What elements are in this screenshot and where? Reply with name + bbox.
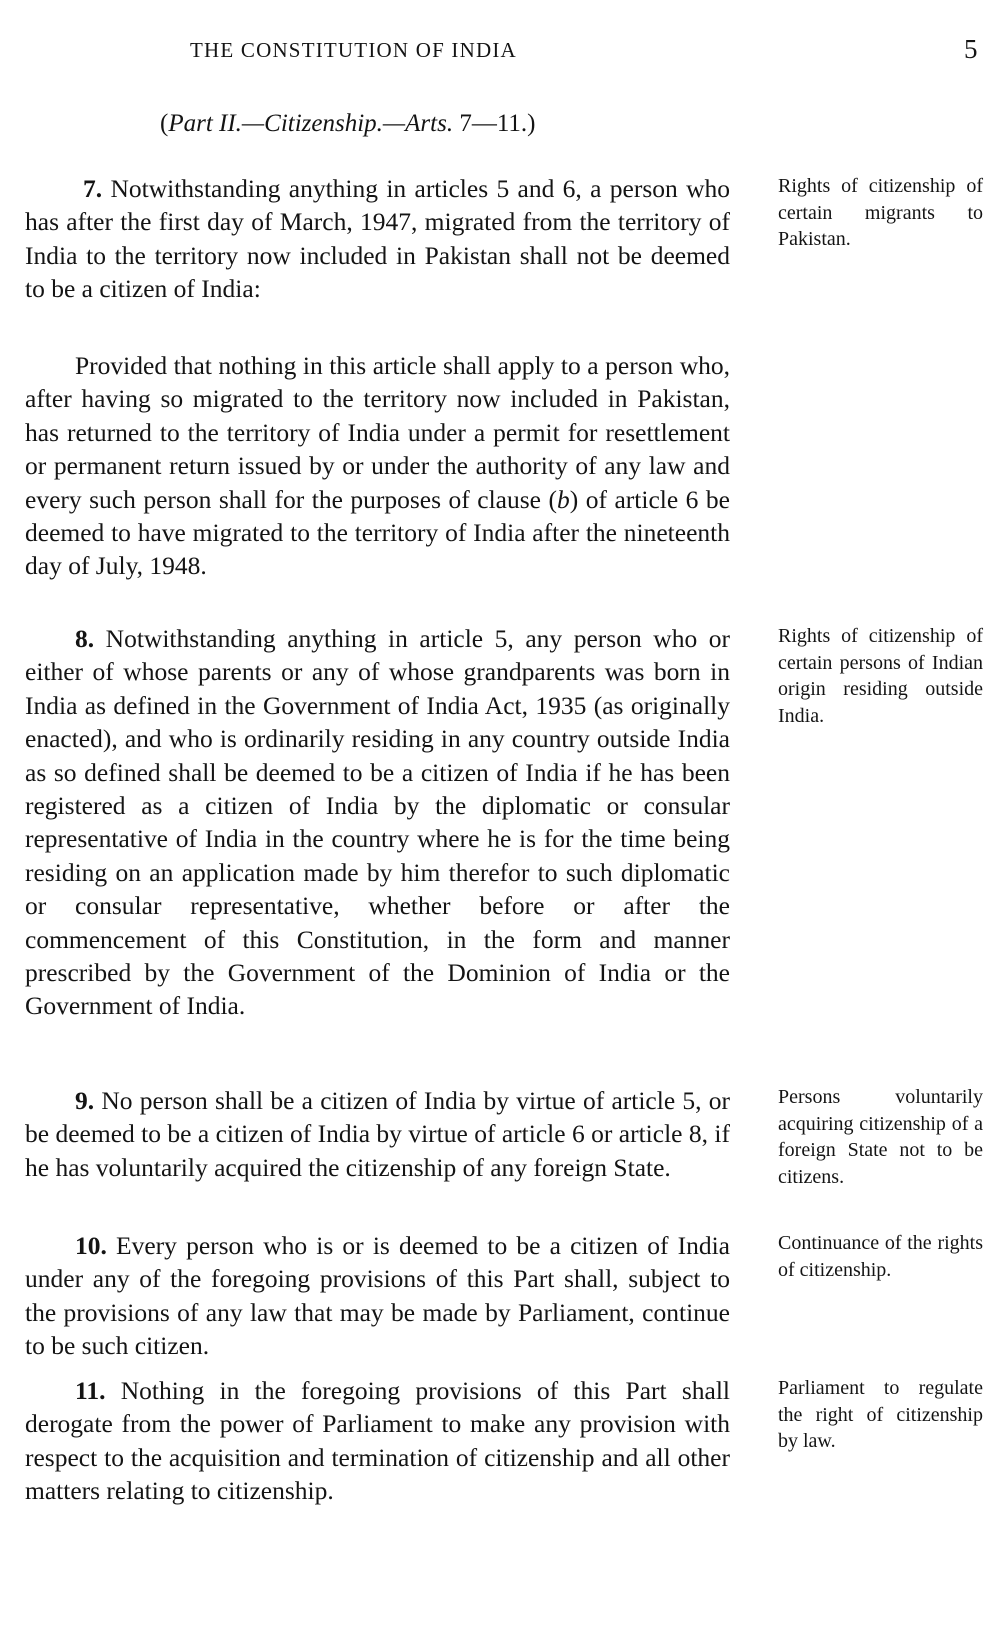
article-10-text <box>25 1229 730 1363</box>
article-10-marginal-note: Continuance of the rights of citizenship. <box>778 1232 983 1281</box>
part-heading <box>160 110 535 138</box>
part-heading-open: ( <box>160 110 169 137</box>
proviso-text-before: Provided that nothing in this article shall apply to a person who, after having so migrated to the territory now included in Pakistan, has returned to the territory of India under a permit for resettlement or permanent return issued by or under the authority of any law and every such person shall for the purposes of clause ( <box>25 351 730 514</box>
running-title: THE CONSTITUTION OF INDIA <box>190 38 517 62</box>
proviso-text-after: ) of article 6 be deemed to have migrated to the territory of India after the nineteenth day of July, 1948. <box>25 484 730 581</box>
page-number: 5 <box>964 34 978 64</box>
article-8-body: Notwithstanding anything in article 5, any person who or either of whose parents or any of whose grandparents was born in India as defined in the Government of India Act, 1935 (as originally enacted), and who is ordinarily residing in any country outside India as so defined shall be deemed to be a citizen of India if he has been registered as a citizen of India by the diplomatic or consular representative of India in the country where he is for the time being residing on an application made by him therefor to such diplomatic or consular representative, whether before or after the commencement of this Constitution, in the form and manner prescribed by the Government of the Dominion of India or the Government of India. <box>25 624 730 1021</box>
part-heading-close: ) <box>527 110 536 137</box>
article-9-text <box>25 1084 730 1184</box>
article-7-proviso <box>25 349 730 583</box>
part-heading-range: 7—11. <box>453 110 528 137</box>
article-7-text <box>25 172 730 306</box>
article-10-body: Every person who is or is deemed to be a citizen of India under any of the foregoing provisions of this Part shall, subject to the provisions of any law that may be made by Parliament, continue to be such citizen. <box>25 1231 730 1361</box>
article-7-marginal-note: Rights of citizenship of certain migrants to Pakistan. <box>778 175 983 251</box>
article-7-number: 7. <box>83 174 103 203</box>
article-9-marginal-note: Persons voluntarily acquiring citizenship of a foreign State not to be citizens. <box>778 1086 983 1188</box>
article-11-text <box>25 1374 730 1508</box>
proviso-clause: b <box>556 484 570 514</box>
part-heading-text: Part II.—Citizenship.—Arts. <box>168 110 454 137</box>
article-8-text <box>25 622 730 1023</box>
article-8-number: 8. <box>75 624 95 653</box>
article-11-marginal-note: Parliament to regulate the right of citizenship by law. <box>778 1377 983 1453</box>
article-7-body: Notwithstanding anything in articles 5 and 6, a person who has after the first day of March, 1947, migrated from the territory of India to the territory now included in Pakistan shall not be deemed to be a citizen of India: <box>25 174 730 304</box>
article-11-body: Nothing in the foregoing provisions of this Part shall derogate from the power of Parliament to make any provision with respect to the acquisition and termination of citizenship and all other matters relating to citizenship. <box>25 1376 730 1506</box>
article-8-marginal-note: Rights of citizenship of certain persons of Indian origin residing outside India. <box>778 625 983 727</box>
article-11-number: 11. <box>75 1376 106 1405</box>
article-10-number: 10. <box>75 1231 107 1260</box>
article-9-number: 9. <box>75 1086 95 1115</box>
running-head <box>0 34 1000 68</box>
article-9-body: No person shall be a citizen of India by virtue of article 5, or be deemed to be a citizen of India by virtue of article 6 or article 8, if he has voluntarily acquired the citizenship of any foreign State. <box>25 1086 730 1182</box>
